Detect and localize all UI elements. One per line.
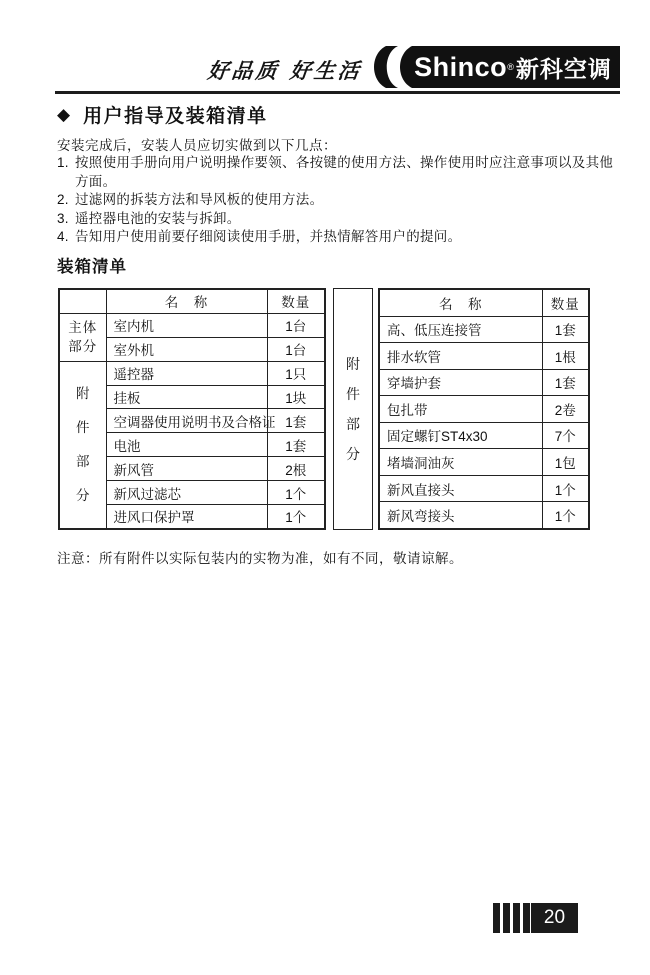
item-name-cell: 固定螺钉ST4x30	[379, 422, 542, 449]
list-item-number: 4.	[57, 229, 69, 245]
item-qty-cell: 7个	[542, 422, 589, 449]
list-item-number: 3.	[57, 210, 69, 226]
item-qty-cell: 1只	[267, 361, 325, 385]
item-qty-cell: 1台	[267, 313, 325, 337]
brand-name-en: Shinco	[414, 51, 508, 82]
section-title-text: 用户指导及装箱清单	[83, 106, 268, 127]
list-item	[57, 210, 619, 229]
list-item-text: 按照使用手册向用户说明操作要领、各按键的使用方法、操作使用时应注意事项以及其他方面。	[75, 155, 614, 189]
item-name-cell: 高、低压连接管	[379, 316, 542, 343]
table-row	[59, 313, 325, 337]
table-row	[379, 475, 589, 502]
page-number-badge	[531, 903, 578, 933]
bar-icon	[513, 903, 520, 933]
item-name-cell: 堵墙洞油灰	[379, 449, 542, 476]
header-slogan: 好品质 好生活	[206, 58, 364, 83]
table-row	[379, 396, 589, 423]
instruction-list	[57, 154, 619, 247]
bar-icon	[523, 903, 530, 933]
packing-note: 注意：所有附件以实际包装内的实物为准，如有不同，敬请谅解。	[57, 551, 463, 566]
item-name-cell: 新风管	[106, 457, 267, 481]
middle-group-label-text: 附件部分	[346, 356, 360, 462]
table-row	[379, 343, 589, 370]
header-divider	[55, 91, 620, 94]
item-qty-cell: 1套	[542, 369, 589, 396]
item-name-cell: 排水软管	[379, 343, 542, 370]
list-item-text: 过滤网的拆装方法和导风板的使用方法。	[75, 192, 324, 208]
item-qty-cell: 1个	[267, 481, 325, 505]
name-header-cell: 名 称	[379, 289, 542, 316]
item-name-cell: 进风口保护罩	[106, 504, 267, 529]
list-item	[57, 154, 619, 191]
table-row	[379, 369, 589, 396]
bar-icon	[503, 903, 510, 933]
item-qty-cell: 2卷	[542, 396, 589, 423]
item-qty-cell: 2根	[267, 457, 325, 481]
table-row	[379, 422, 589, 449]
item-qty-cell: 1根	[542, 343, 589, 370]
item-name-cell: 包扎带	[379, 396, 542, 423]
qty-header-cell: 数量	[542, 289, 589, 316]
list-item-number: 2.	[57, 192, 69, 208]
list-item	[57, 228, 619, 247]
table-header-row	[59, 289, 325, 313]
item-name-cell: 遥控器	[106, 361, 267, 385]
brand-name-cn: 新科空调	[515, 55, 612, 82]
group-label-cell: 附件部分	[59, 361, 106, 529]
item-name-cell: 新风弯接头	[379, 502, 542, 529]
item-qty-cell: 1套	[267, 409, 325, 433]
list-item-number: 1.	[57, 155, 69, 170]
footer-bars-icon	[493, 903, 530, 933]
item-name-cell: 室内机	[106, 313, 267, 337]
item-qty-cell: 1块	[267, 385, 325, 409]
table-row	[59, 361, 325, 385]
list-item-text: 遥控器电池的安装与拆卸。	[75, 210, 241, 226]
item-qty-cell: 1套	[542, 316, 589, 343]
intro-text: 安装完成后，安装人员应切实做到以下几点：	[57, 138, 337, 153]
qty-header-cell: 数量	[267, 289, 325, 313]
name-header-cell: 名 称	[106, 289, 267, 313]
diamond-bullet-icon: ◆	[57, 105, 71, 124]
item-name-cell: 挂板	[106, 385, 267, 409]
item-qty-cell: 1个	[267, 504, 325, 529]
table-row	[379, 502, 589, 529]
item-name-cell: 穿墙护套	[379, 369, 542, 396]
item-name-cell: 新风直接头	[379, 475, 542, 502]
packing-table-left	[58, 288, 326, 530]
group-header-cell	[59, 289, 106, 313]
list-item	[57, 191, 619, 210]
list-item-text: 告知用户使用前要仔细阅读使用手册，并热情解答用户的提问。	[75, 229, 462, 245]
table-row	[379, 449, 589, 476]
item-qty-cell: 1包	[542, 449, 589, 476]
group-label-cell: 主体部分	[59, 313, 106, 361]
item-name-cell: 新风过滤芯	[106, 481, 267, 505]
page-number: 20	[543, 907, 566, 928]
table-header-row	[379, 289, 589, 316]
brand-lockup	[406, 46, 620, 88]
item-name-cell: 电池	[106, 433, 267, 457]
packing-tables	[58, 288, 590, 530]
item-qty-cell: 1个	[542, 502, 589, 529]
item-qty-cell: 1个	[542, 475, 589, 502]
packing-middle-group-label	[333, 288, 373, 530]
packing-table-right	[378, 288, 590, 530]
item-qty-cell: 1套	[267, 433, 325, 457]
bar-icon	[493, 903, 500, 933]
section-title	[57, 101, 268, 128]
packing-list-heading: 装箱清单	[57, 258, 127, 276]
item-name-cell: 室外机	[106, 337, 267, 361]
registered-mark-icon: ®	[507, 62, 514, 72]
table-row	[379, 316, 589, 343]
item-qty-cell: 1台	[267, 337, 325, 361]
brand-banner	[366, 46, 620, 88]
item-name-cell: 空调器使用说明书及合格证	[106, 409, 267, 433]
